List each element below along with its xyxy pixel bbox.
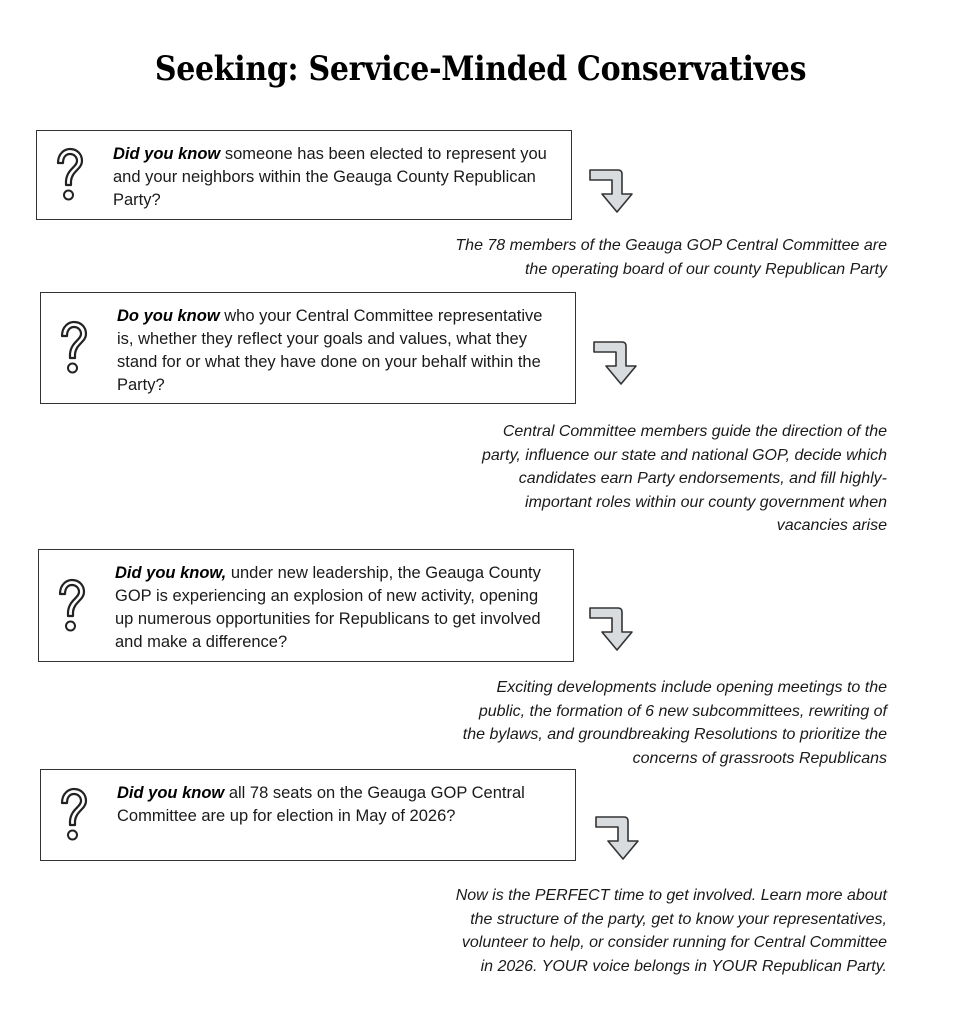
question-text-3: Did you know, under new leadership, the Geauga County GOP is experiencing an explosion of new activity, opening up numerous opportunities for Republicans to get involved and make a difference? [115, 564, 541, 651]
question-box-1 [36, 130, 572, 220]
answer-text-3: Exciting developments include opening meetings to the public, the formation of 6 new subcommittees, rewriting of the bylaws, and groundbreaking Resolutions to prioritize the concerns of grassroots Republicans [462, 679, 887, 767]
question-mark-icon [57, 320, 89, 376]
question-box-3 [38, 549, 574, 662]
question-text-2: Do you know who your Central Committee representative is, whether they reflect your goals and values, what they stand for or what they have done on your behalf within the Party? [117, 307, 543, 394]
question-text-1: Did you know someone has been elected to represent you and your neighbors within the Geauga County Republican Party? [113, 145, 547, 209]
down-arrow-icon [594, 815, 646, 861]
down-arrow-icon [588, 606, 640, 652]
down-arrow-icon [588, 168, 640, 214]
question-box-4 [40, 769, 576, 861]
page-title: Seeking: Service-Minded Conservatives [154, 49, 807, 90]
question-box-2 [40, 292, 576, 404]
answer-text-2: Central Committee members guide the direction of the party, influence our state and national GOP, decide which candidates earn Party endorsements, and fill highly- important roles within our county government when vacancies arise [482, 423, 887, 534]
question-text-4: Did you know all 78 seats on the Geauga GOP Central Committee are up for election in May of 2026? [117, 784, 525, 825]
question-mark-icon [57, 787, 89, 843]
question-mark-icon [53, 147, 85, 203]
down-arrow-icon [592, 340, 644, 386]
answer-text-4: Now is the PERFECT time to get involved. Learn more about the structure of the party, get to know your representatives, volunteer to help, or consider running for Central Committee in 2026. YOUR voice belongs in YOUR Republican Party. [455, 887, 887, 975]
question-mark-icon [55, 578, 87, 634]
answer-text-1: The 78 members of the Geauga GOP Central Committee are the operating board of our county Republican Party [455, 237, 887, 278]
